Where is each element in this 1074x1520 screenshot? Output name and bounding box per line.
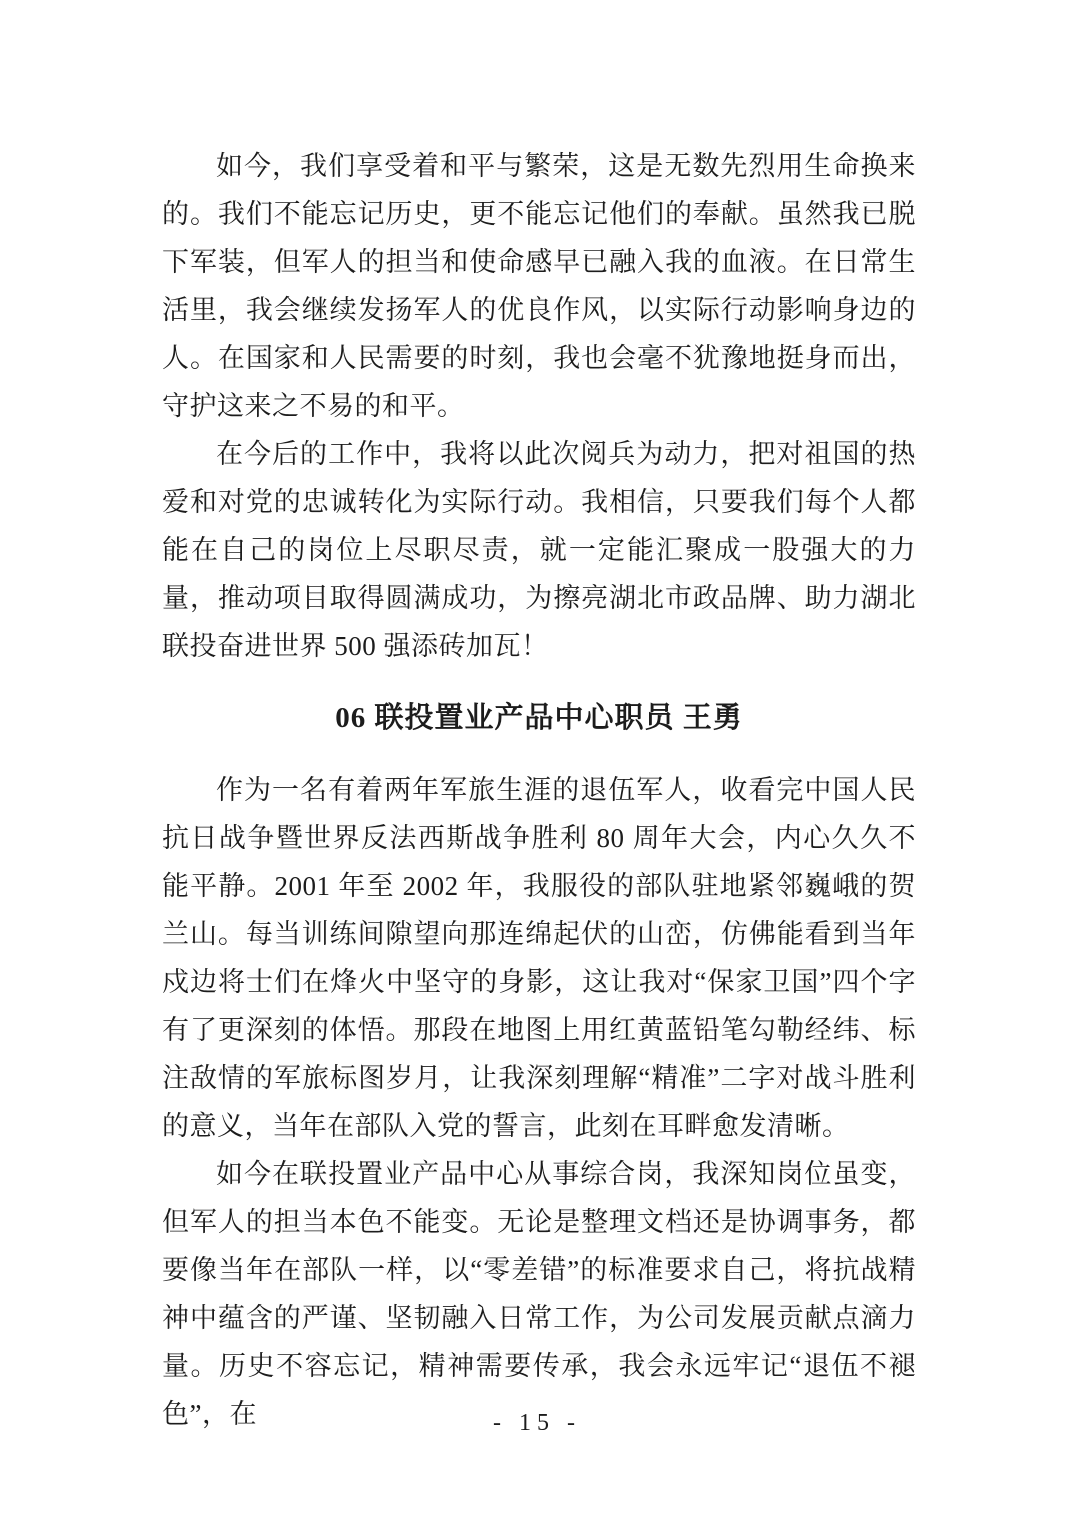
- paragraph-peace-legacy: 如今，我们享受着和平与繁荣，这是无数先烈用生命换来的。我们不能忘记历史，更不能忘记他们的奉献。虽然我已脱下军装，但军人的担当和使命感早已融入我的血液。在日常生活里，我会继续发扬军人的优良作风，以实际行动影响身边的人。在国家和人民需要的时刻，我也会毫不犹豫地挺身而出，守护这来之不易的和平。: [162, 151, 916, 421]
- page-number: - 15 -: [493, 1410, 581, 1436]
- paragraph-current-post: 如今在联投置业产品中心从事综合岗，我深知岗位虽变，但军人的担当本色不能变。无论是整理文档还是协调事务，都要像当年在部队一样，以“零差错”的标准要求自己，将抗战精神中蕴含的严谨、坚韧融入日常工作，为公司发展贡献点滴力量。历史不容忘记，精神需要传承，我会永远牢记“退伍不褪色”，在: [162, 1159, 916, 1429]
- section-heading-wang-yong: 06 联投置业产品中心职员 王勇: [335, 702, 743, 734]
- paragraph-future-work: 在今后的工作中，我将以此次阅兵为动力，把对祖国的热爱和对党的忠诚转化为实际行动。我相信，只要我们每个人都能在自己的岗位上尽职尽责，就一定能汇聚成一股强大的力量，推动项目取得圆满成功，为擦亮湖北市政品牌、助力湖北联投奋进世界 500 强添砖加瓦！: [162, 439, 916, 661]
- page-footer: [0, 1410, 1074, 1437]
- paragraph-veteran-memory: 作为一名有着两年军旅生涯的退伍军人，收看完中国人民抗日战争暨世界反法西斯战争胜利 80 周年大会，内心久久不能平静。2001 年至 2002 年，我服役的部队驻地紧邻巍峨的贺兰山。每当训练间隙望向那连绵起伏的山峦，仿佛能看到当年戍边将士们在烽火中坚守的身影，这让我对“保家卫国”四个字有了更深刻的体悟。那段在地图上用红黄蓝铅笔勾勒经纬、标注敌情的军旅标图岁月，让我深刻理解“精准”二字对战斗胜利的意义，当年在部队入党的誓言，此刻在耳畔愈发清晰。: [162, 775, 916, 1141]
